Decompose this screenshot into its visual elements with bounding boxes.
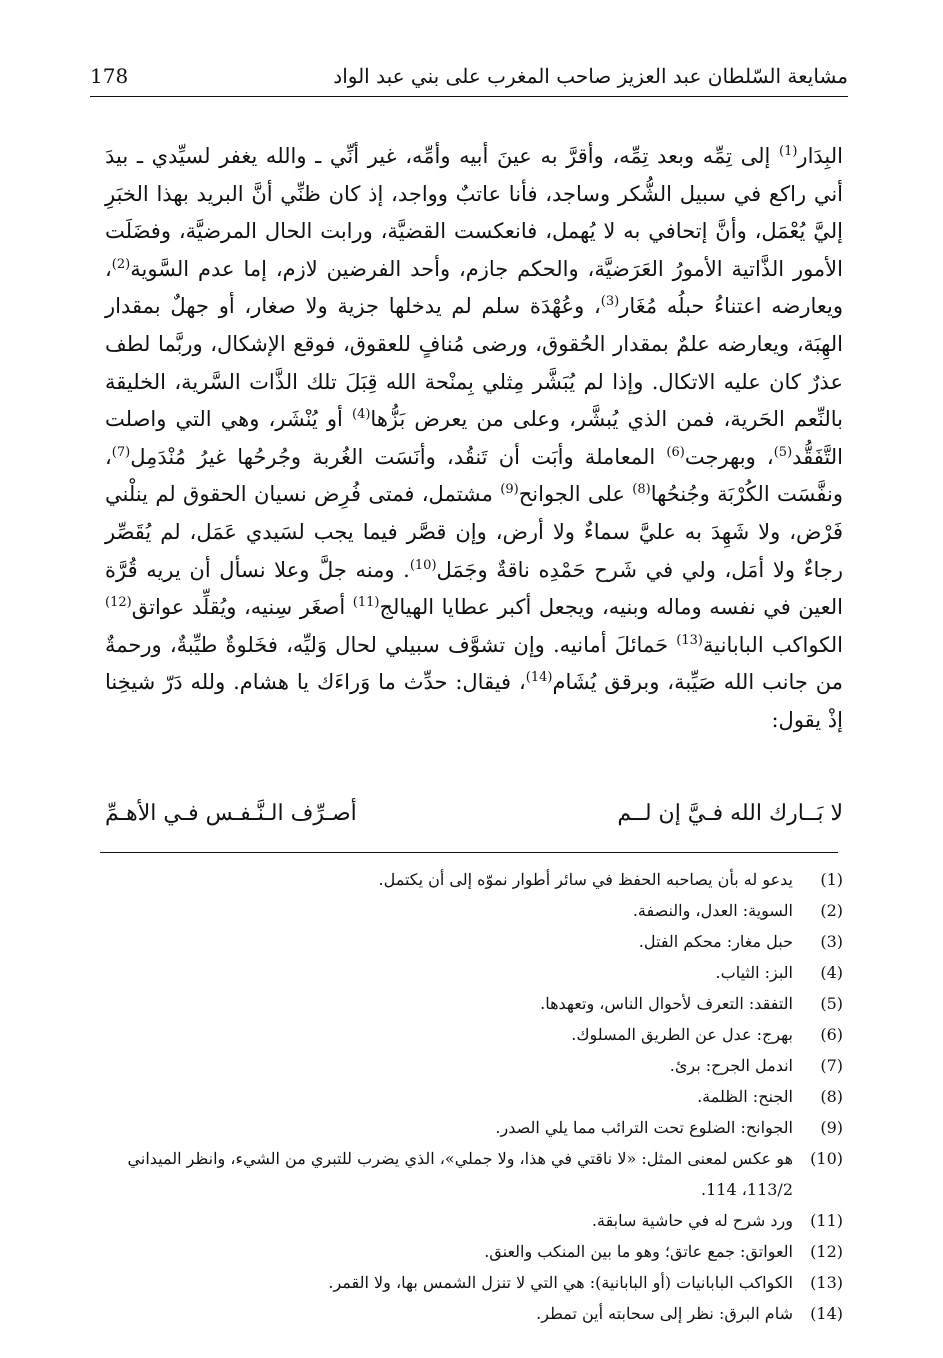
footnote-text: ورد شرح له في حاشية سابقة. (591, 1211, 793, 1230)
footnote-item (105, 1267, 843, 1298)
text-run: مشتمل، فمتى فُرِض نسيان الحقوق لم ينلْني فَرْض، ولا شَهِدَ به عليَّ سماءٌ ولا أرض، وإن قصَّر فيما يجب لسَيدي عَمَل، لم يُقَصِّر رجاءٌ ولا أمَل، ولي في شَرح حَمْدِه ناقةٌ وجَمَل (105, 482, 843, 582)
footnote-ref: (14) (525, 670, 553, 686)
text-run: ، ونفَّسَت الكُرْبَة وجُنحُها (105, 444, 843, 507)
footnote-item (105, 1081, 843, 1112)
footnote-item (105, 1298, 843, 1329)
footnote-text: هو عكس لمعنى المثل: «لا ناقتي في هذا، ولا جملي»، الذي يضرب للتبري من الشيء، وانظر الميداني 113/2، 114. (127, 1149, 793, 1199)
text-run: الكواكب البابانية (703, 632, 843, 657)
footnote-ref: (9) (500, 482, 519, 498)
text-run: . ومنه جلَّ وعلا نسأل أن يريه قُرَّة العين في نفسه وماله وبنيه، ويجعل أكبر عطايا الهيالج (105, 557, 843, 620)
footnote-text: شام البرق: نظر إلى سحابته أين تمطر. (536, 1304, 793, 1323)
footnote-number: (3) (820, 932, 843, 951)
page-number: 178 (90, 64, 129, 88)
verse-hemistich-first: لا بَــارك الله فـيَّ إن لــم (617, 801, 843, 826)
footnote-item (105, 895, 843, 926)
footnote-text: الجنح: الظلمة. (697, 1087, 793, 1106)
footnote-text: بهرج: عدل عن الطريق المسلوك. (571, 1025, 793, 1044)
footnote-divider (100, 852, 838, 853)
footnote-item (105, 926, 843, 957)
footnote-item (105, 1112, 843, 1143)
footnote-item (105, 1019, 843, 1050)
footnote-number: (6) (820, 1025, 843, 1044)
footnote-ref: (11) (352, 595, 380, 611)
footnote-ref: (4) (351, 407, 371, 423)
footnotes-list (105, 864, 843, 1329)
footnote-text: يدعو له بأن يصاحبه الحفظ في سائر أطوار نموّه إلى أن يكتمل. (378, 870, 793, 889)
footnote-number: (4) (820, 963, 843, 982)
footnote-item (105, 957, 843, 988)
footnote-number: (8) (820, 1087, 843, 1106)
footnote-number: (11) (810, 1211, 843, 1230)
footnote-text: حبل مغار: محكم الفتل. (638, 932, 793, 951)
text-run: ، وعُهْدَة سلم لم يدخلها جزية ولا صغار، أو جهلٌ بمقدار الهِبَة، ويعارضه علمٌ بمقدار الحُقوق، ورضى مُنافٍ للعقوق، فوقع الإشكال، وربَّما لطف عذرٌ كان عليه الاتكال. وإذا لم يُبَشَّر مِثلي بِمنْحة الله قِبَلَ تلك الذَّات السَّرية، الخليقة بالنِّعم الحَرية، فمن الذي يُبشَّر، وعلى من يعرض بَزُّها (105, 294, 843, 432)
footnote-item (105, 988, 843, 1019)
footnote-ref: (6) (666, 444, 685, 460)
footnote-number: (9) (820, 1118, 843, 1137)
text-run: أصغَر سِنيه، ويُقلِّد عواتق (131, 595, 353, 620)
running-header (90, 62, 848, 97)
text-run: حَمائلَ أمانيه. وإن تشوَّف سبيلي لحال وَليِّه، فخَلوةٌ طيِّبةٌ، ورحمةٌ من جانب الله صَيِّبة، وبرقق يُشَام (105, 632, 843, 695)
poem-verse (105, 796, 843, 836)
footnote-number: (13) (810, 1273, 843, 1292)
text-run: ، ويعارضه اعتناءُ حبلُه مُغَار (105, 256, 843, 319)
footnote-ref: (10) (409, 557, 437, 573)
footnote-item (105, 1236, 843, 1267)
footnote-text: البز: الثياب. (715, 963, 793, 982)
text-run: ، فيقال: حدِّث ما وَراءَك يا هشام. ولله دَرّ شيخِنا إذْ يقول: (105, 670, 843, 732)
footnote-item (105, 1050, 843, 1081)
footnote-item (105, 1143, 843, 1205)
footnote-number: (7) (820, 1056, 843, 1075)
footnote-item (105, 864, 843, 895)
footnote-number: (12) (810, 1242, 843, 1261)
footnote-number: (5) (820, 994, 843, 1013)
main-text (105, 138, 843, 740)
footnote-ref: (12) (105, 595, 132, 611)
footnote-text: السوية: العدل، والنصفة. (632, 901, 793, 920)
footnote-text: الكواكب البابانيات (أو البابانية): هي التي لا تنزل الشمس بها، ولا القمر. (328, 1273, 793, 1292)
footnote-text: اندمل الجرح: برئ. (669, 1056, 793, 1075)
text-run: المعاملة وأبَت أن تَنقُد، وأنَسَت الغُربة وجُرحُها غيرُ مُنْدَمِل (130, 444, 667, 469)
footnote-ref: (5) (773, 444, 793, 460)
footnote-number: (10) (810, 1149, 843, 1168)
footnote-text: العواتق: جمع عاتق؛ وهو ما بين المنكب والعنق. (484, 1242, 793, 1261)
text-run: ، وبهرجت (684, 444, 774, 469)
text-run: البِدَار (797, 144, 843, 168)
footnote-number: (2) (820, 901, 843, 920)
text-run: إلى تِمِّه وبعد تِمِّه، وأقرَّ به عينَ أبيه وأمِّه، غير أنِّي ـ والله يغفر لسيِّدي ـ بيدَ أني راكع في سبيل الشُّكر وساجد، فأنا عاتبٌ وواجد، إذ كان ظنِّي أنَّ البريد بهذا الخبَرِ إليَّ يُعْمَل، وأنَّ إتحافي به لا يُهمل، فانعكست القضيَّة، ورابت الحال المرضيَّة، وفضَلَت الأمور الذَّاتية الأمورُ العَرَضيَّة، والحكم جازم، وأحد الفرضين لازم، إما عدم السَّوية (105, 144, 843, 281)
footnote-ref: (13) (676, 632, 703, 648)
footnote-ref: (1) (778, 144, 798, 159)
footnote-item (105, 1205, 843, 1236)
text-run: أو يُنْشَر، وهي التي واصلت التَّفَقُّد (105, 407, 843, 469)
footnote-ref: (2) (111, 256, 131, 272)
footnote-text: التفقد: التعرف لأحوال الناس، وتعهدها. (540, 994, 793, 1013)
running-title: مشايعة السّلطان عبد العزيز صاحب المغرب على بني عبد الواد (333, 64, 848, 88)
verse-hemistich-second: أصـرِّف الـنَّـفـس فـي الأهـمِّ (105, 801, 357, 826)
footnote-number: (1) (820, 870, 843, 889)
body-paragraph (105, 138, 843, 740)
footnote-ref: (8) (632, 482, 651, 498)
text-run: على الجوانح (518, 482, 633, 507)
footnote-number: (14) (810, 1304, 843, 1323)
footnote-ref: (7) (111, 444, 131, 460)
footnote-text: الجوانح: الضلوع تحت الترائب مما يلي الصدر. (495, 1118, 793, 1137)
footnote-ref: (3) (600, 294, 620, 310)
